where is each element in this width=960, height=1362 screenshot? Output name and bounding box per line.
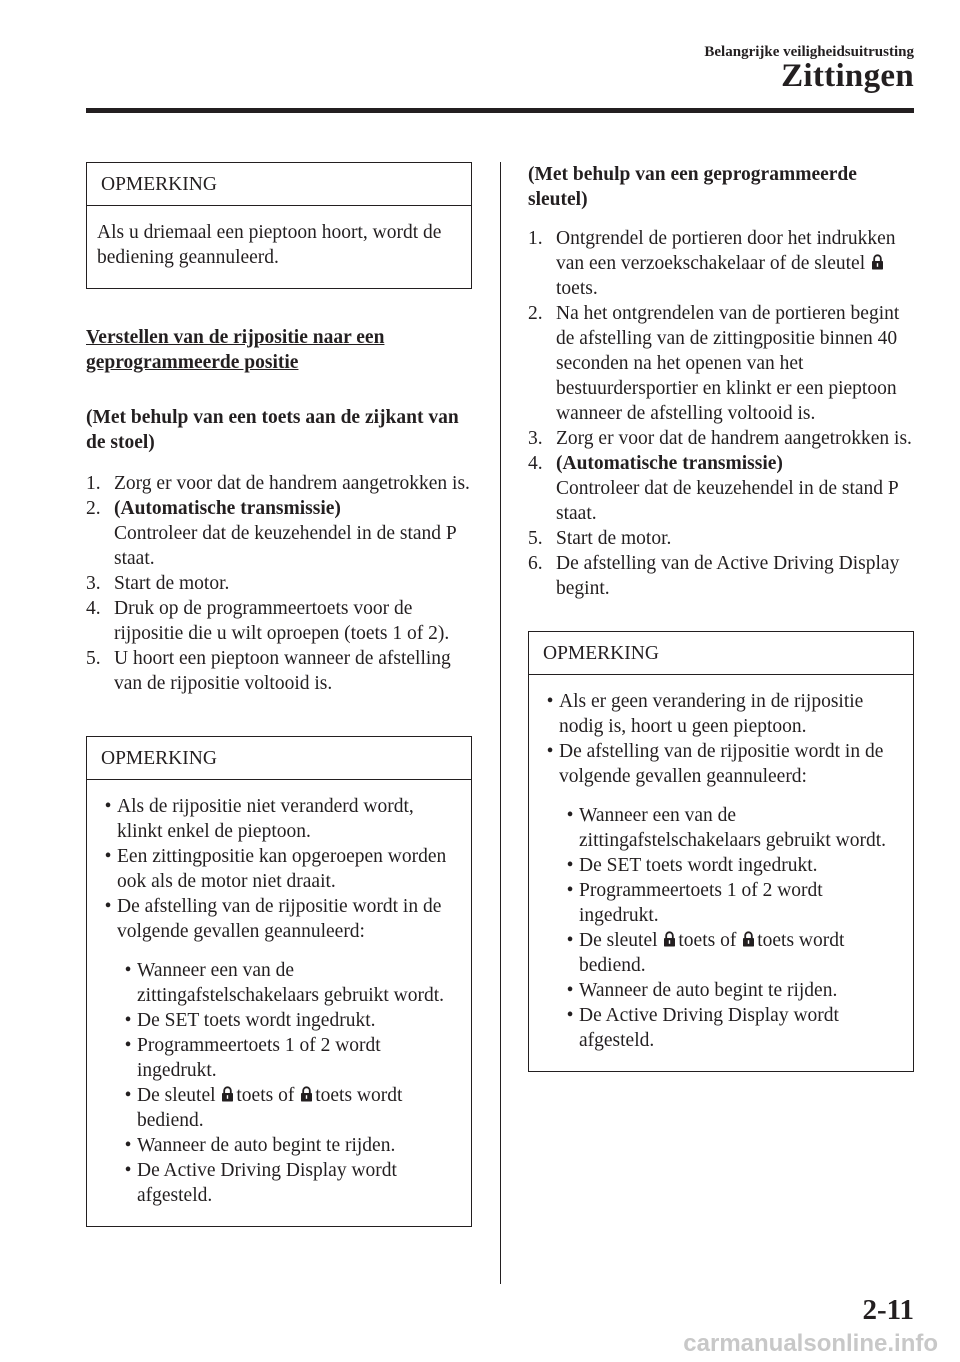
- list-item: [119, 1158, 459, 1208]
- lock-key-icon: [871, 254, 884, 270]
- bullet-text: De afstelling van de rijpositie wordt in de volgende gevallen geannuleerd:: [559, 741, 884, 787]
- bullet-text: De afstelling van de rijpositie wordt in de volgende gevallen geannuleerd:: [117, 896, 442, 942]
- step-bold: (Automatische transmissie): [114, 498, 341, 519]
- list-item: [119, 1083, 459, 1133]
- list-item: [99, 844, 459, 894]
- list-item: [119, 1008, 459, 1033]
- right-column: [528, 162, 914, 1072]
- bullet-glyph: •: [124, 1010, 132, 1031]
- note-box: [528, 631, 914, 1072]
- step-text: Zorg er voor dat de handrem aangetrokken is.: [556, 428, 912, 449]
- bullet-text: De SET toets wordt ingedrukt.: [137, 1010, 376, 1031]
- lock-key-icon: [300, 1086, 313, 1102]
- list-item: [86, 596, 472, 646]
- list-item: [99, 894, 459, 944]
- section-label: Belangrijke veiligheidsuitrusting: [704, 44, 914, 60]
- list-item: [561, 878, 901, 928]
- bullet-glyph: •: [566, 930, 574, 951]
- step-body: Controleer dat de keuzehendel in de stand P staat.: [556, 478, 899, 524]
- list-item: [561, 853, 901, 878]
- step-text: Na het ontgrendelen van de portieren begint de afstelling van de zittingpositie binnen 40 seconden na het openen van het bestuurdersportier en klinkt er een pieptoon wanneer de afstelling voltooid is.: [556, 303, 900, 424]
- step-body: Controleer dat de keuzehendel in de stand P staat.: [114, 523, 457, 569]
- list-item: [119, 1133, 459, 1158]
- bullet-glyph: •: [566, 805, 574, 826]
- step-text: [114, 496, 472, 571]
- step-number: 2.: [86, 498, 101, 519]
- bullet-text: [137, 1083, 459, 1133]
- list-item: [541, 689, 901, 739]
- note-box: [86, 162, 472, 289]
- lock-key-icon: [663, 931, 676, 947]
- subheading: (Met behulp van een toets aan de zijkant van de stoel): [86, 407, 459, 453]
- bullet-glyph: •: [566, 1005, 574, 1026]
- bullet-text: Wanneer de auto begint te rijden.: [137, 1135, 396, 1156]
- bullet-glyph: •: [124, 1085, 132, 1106]
- text-part: toets wordt bediend.: [137, 1085, 403, 1131]
- text-part: toets of: [236, 1085, 295, 1106]
- bullet-text: Programmeertoets 1 of 2 wordt ingedrukt.: [137, 1035, 381, 1081]
- bullet-text: Wanneer een van de zittingafstelschakelaars gebruikt wordt.: [579, 805, 887, 851]
- lock-key-icon: [221, 1086, 234, 1102]
- step-number: 5.: [86, 648, 101, 669]
- bullet-glyph: •: [104, 846, 112, 867]
- bullet-glyph: •: [566, 980, 574, 1001]
- note-body: [529, 675, 913, 1071]
- column-divider: [500, 162, 501, 1284]
- bullet-text: Een zittingpositie kan opgeroepen worden ook als de motor niet draait.: [117, 846, 447, 892]
- note-heading: OPMERKING: [87, 163, 471, 206]
- step-number: 4.: [86, 598, 101, 619]
- step-text: De afstelling van de Active Driving Display begint.: [556, 553, 900, 599]
- step-number: 6.: [528, 553, 543, 574]
- step-number: 3.: [86, 573, 101, 594]
- list-item: [528, 301, 914, 426]
- list-item: [528, 426, 914, 451]
- step-list: [528, 226, 914, 601]
- step-number: 5.: [528, 528, 543, 549]
- text-part: De sleutel: [137, 1085, 216, 1106]
- note-text: Als u driemaal een pieptoon hoort, wordt de bediening geannuleerd.: [97, 222, 442, 268]
- page-title: Zittingen: [781, 58, 914, 94]
- text-part: toets wordt bediend.: [579, 930, 845, 976]
- list-item: [561, 803, 901, 853]
- note-heading: OPMERKING: [87, 737, 471, 780]
- note-box: [86, 736, 472, 1227]
- step-text: U hoort een pieptoon wanneer de afstelling van de rijpositie voltooid is.: [114, 648, 451, 694]
- step-number: 2.: [528, 303, 543, 324]
- bullet-text: [579, 928, 901, 978]
- step-number: 1.: [528, 228, 543, 249]
- bullet-text: De SET toets wordt ingedrukt.: [579, 855, 818, 876]
- left-column: [86, 162, 472, 1227]
- bullet-text: De Active Driving Display wordt afgesteld.: [137, 1160, 397, 1206]
- text-part: De sleutel: [579, 930, 658, 951]
- bullet-glyph: •: [546, 691, 554, 712]
- note-heading: OPMERKING: [529, 632, 913, 675]
- list-item: [561, 928, 901, 978]
- sub-list: [541, 803, 901, 1053]
- lock-key-icon: [742, 931, 755, 947]
- bullet-glyph: •: [124, 1160, 132, 1181]
- bullet-glyph: •: [566, 880, 574, 901]
- step-bold: (Automatische transmissie): [556, 453, 783, 474]
- step-text: [556, 226, 914, 301]
- header-rule: [86, 108, 914, 113]
- note-body: [87, 780, 471, 1226]
- step-number: 4.: [528, 453, 543, 474]
- text-part: toets.: [556, 278, 598, 299]
- bullet-glyph: •: [104, 796, 112, 817]
- list-item: [528, 451, 914, 526]
- section-title: Verstellen van de rijpositie naar een geprogrammeerde positie: [86, 327, 385, 373]
- step-text: Druk op de programmeertoets voor de rijpositie die u wilt oproepen (toets 1 of 2).: [114, 598, 450, 644]
- watermark: carmanualsonline.info: [683, 1330, 938, 1357]
- bullet-glyph: •: [124, 1135, 132, 1156]
- bullet-text: Wanneer de auto begint te rijden.: [579, 980, 838, 1001]
- list-item: [541, 739, 901, 789]
- bullet-text: De Active Driving Display wordt afgesteld.: [579, 1005, 839, 1051]
- text-part: Ontgrendel de portieren door het indrukken van een verzoekschakelaar of de sleutel: [556, 228, 896, 274]
- list-item: [99, 794, 459, 844]
- step-text: Zorg er voor dat de handrem aangetrokken is.: [114, 473, 470, 494]
- step-number: 3.: [528, 428, 543, 449]
- step-text: [556, 451, 914, 526]
- sub-list: [99, 958, 459, 1208]
- list-item: [561, 1003, 901, 1053]
- list-item: [86, 646, 472, 696]
- list-item: [86, 496, 472, 571]
- bullet-text: Als de rijpositie niet veranderd wordt, klinkt enkel de pieptoon.: [117, 796, 414, 842]
- page-number: 2-11: [862, 1294, 914, 1326]
- text-part: toets of: [678, 930, 737, 951]
- list-item: [528, 551, 914, 601]
- step-number: 1.: [86, 473, 101, 494]
- list-item: [528, 226, 914, 301]
- list-item: [528, 526, 914, 551]
- list-item: [86, 571, 472, 596]
- subheading: (Met behulp van een geprogrammeerde sleutel): [528, 164, 857, 210]
- step-text: Start de motor.: [556, 528, 672, 549]
- bullet-text: Programmeertoets 1 of 2 wordt ingedrukt.: [579, 880, 823, 926]
- bullet-glyph: •: [546, 741, 554, 762]
- bullet-text: Als er geen verandering in de rijpositie nodig is, hoort u geen pieptoon.: [559, 691, 864, 737]
- step-list: [86, 471, 472, 696]
- list-item: [119, 958, 459, 1008]
- list-item: [561, 978, 901, 1003]
- bullet-glyph: •: [124, 960, 132, 981]
- bullet-glyph: •: [124, 1035, 132, 1056]
- bullet-glyph: •: [566, 855, 574, 876]
- bullet-text: Wanneer een van de zittingafstelschakelaars gebruikt wordt.: [137, 960, 445, 1006]
- step-text: Start de motor.: [114, 573, 230, 594]
- list-item: [86, 471, 472, 496]
- bullet-glyph: •: [104, 896, 112, 917]
- list-item: [119, 1033, 459, 1083]
